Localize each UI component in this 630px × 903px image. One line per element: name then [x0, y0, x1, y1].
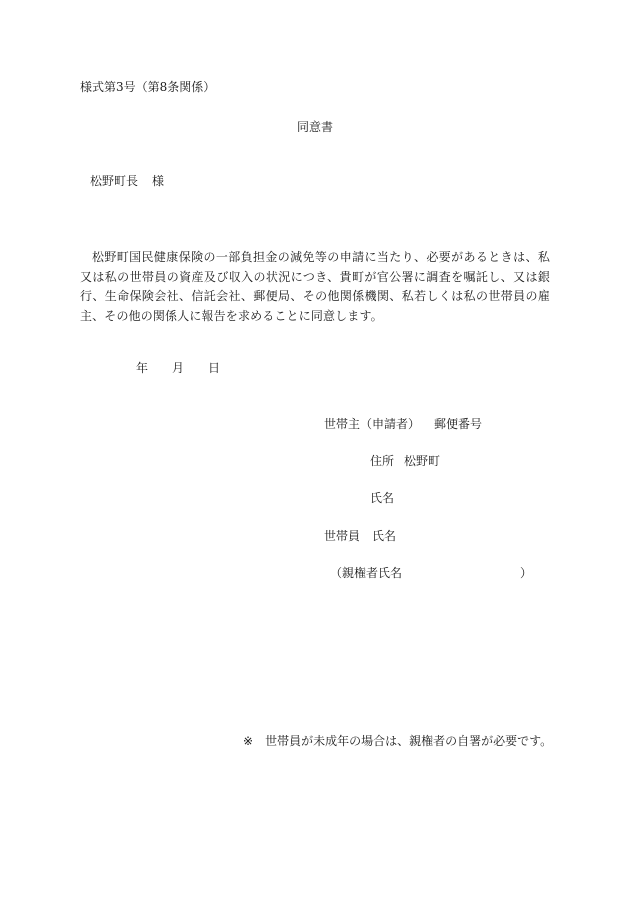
guardian-name-open: （親権者氏名: [330, 566, 403, 580]
addressee: [90, 173, 164, 189]
addressee-honorific: 様: [152, 174, 165, 188]
postal-code-label: 郵便番号: [434, 417, 483, 431]
consent-body-text: 松野町国民健康保険の一部負担金の減免等の申請に当たり、必要があるときは、私又は私の世帯員の資産及び収入の状況につき、貴町が官公署に調査を嘱託し、又は銀行、生命保険会社、信託会社、郵便局、その他関係機関、私若しくは私の世帯員の雇主、その他の関係人に報告を求めることに同意します。: [80, 250, 550, 323]
form-number: 様式第3号（第8条関係）: [80, 80, 216, 94]
householder-label: 世帯主（申請者）: [324, 417, 421, 431]
note-text: 世帯員が未成年の場合は、親権者の自署が必要です。: [265, 734, 553, 748]
address-line: [370, 453, 440, 469]
address-label: 住所: [370, 454, 395, 468]
member-label: 世帯員: [324, 529, 361, 543]
note-mark: ※: [243, 734, 254, 748]
date-day: 日: [208, 361, 221, 375]
address-value: 松野町: [404, 454, 441, 468]
guardian-name-close: ）: [520, 566, 533, 580]
document-title: 同意書: [296, 120, 333, 134]
addressee-name: 松野町長: [90, 174, 139, 188]
footnote: [243, 733, 552, 749]
householder-name-label: 氏名: [370, 491, 395, 505]
date-year: 年: [136, 361, 149, 375]
member-line: [324, 528, 396, 544]
member-name-label: 氏名: [372, 529, 397, 543]
householder-line: [324, 416, 482, 432]
date-month: 月: [172, 361, 185, 375]
date-line: [136, 360, 220, 376]
